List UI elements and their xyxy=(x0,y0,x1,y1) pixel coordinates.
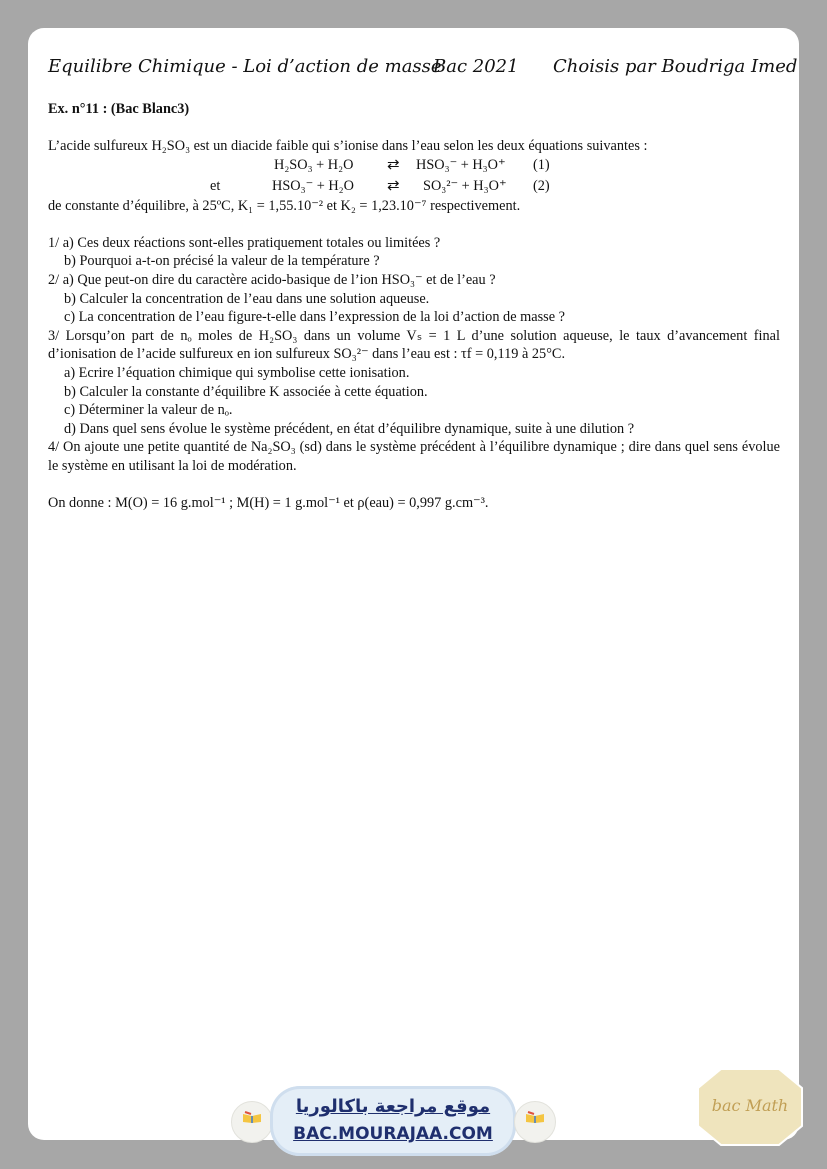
question-3: 3/ Lorsqu’on part de nₒ moles de H₂SO₃ dans un volume Vₛ = 1 L d’une solution aqueuse, le taux d’avancement final d’ionisation de l’acide sulfureux en ion sulfureux SO₃²⁻ dans l’eau est : τf = 0,119 à 25°C. xyxy=(48,327,780,363)
site-logo-left xyxy=(231,1101,273,1143)
question-3a: a) Ecrire l’équation chimique qui symbolise cette ionisation. xyxy=(64,364,410,381)
site-logo-right xyxy=(514,1101,556,1143)
question-2b: b) Calculer la concentration de l’eau dans une solution aqueuse. xyxy=(64,290,430,307)
banner-url[interactable]: BAC.MOURAJAA.COM xyxy=(293,1124,493,1144)
eq2-lhs: HSO₃⁻ + H₂O xyxy=(272,178,354,195)
banner-arabic-text: موقع مراجعة باكالوريا xyxy=(295,1096,491,1117)
equation-2 xyxy=(48,176,780,197)
exercise-title: Ex. n°11 : (Bac Blanc3) xyxy=(48,101,190,117)
question-3d: d) Dans quel sens évolue le système précédent, en état d’équilibre dynamique, suite à une dilution ? xyxy=(64,420,635,437)
equation-1 xyxy=(48,155,780,176)
given-data: On donne : M(O) = 16 g.mol⁻¹ ; M(H) = 1 g.mol⁻¹ et ρ(eau) = 0,997 g.cm⁻³. xyxy=(48,494,489,511)
question-1a: 1/ a) Ces deux réactions sont-elles pratiquement totales ou limitées ? xyxy=(48,234,441,251)
question-2a: 2/ a) Que peut-on dire du caractère acido-basique de l’ion HSO₃⁻ et de l’eau ? xyxy=(48,271,496,288)
badge-text: bac Math xyxy=(711,1096,789,1115)
book-icon xyxy=(242,1111,262,1123)
eq1-lhs: H₂SO₃ + H₂O xyxy=(274,157,354,174)
question-4: 4/ On ajoute une petite quantité de Na₂SO₃ (sd) dans le système précédent à l’équilibre dynamique ; dire dans quel sens évolue le système en utilisant la loi de modération. xyxy=(48,439,780,474)
equilibrium-constants: de constante d’équilibre, à 25ºC, K₁ = 1,55.10⁻² et K₂ = 1,23.10⁻⁷ respectivement. xyxy=(48,198,521,215)
site-banner-link[interactable] xyxy=(270,1086,516,1156)
page-header xyxy=(48,56,798,86)
document-page xyxy=(28,28,799,1140)
question-3b: b) Calculer la constante d’équilibre K associée à cette équation. xyxy=(64,383,428,400)
eq1-rhs: HSO₃⁻ + H₃O⁺ xyxy=(416,157,506,174)
eq2-rhs: SO₃²⁻ + H₃O⁺ xyxy=(423,178,507,195)
eq2-arrow: ⇄ xyxy=(387,178,400,195)
header-year: Bac 2021 xyxy=(433,56,519,77)
header-title: Equilibre Chimique - Loi d’action de masse xyxy=(48,56,442,77)
question-2c: c) La concentration de l’eau figure-t-elle dans l’expression de la loi d’action de masse ? xyxy=(64,309,565,326)
exercise-intro: L’acide sulfureux H₂SO₃ est un diacide faible qui s’ionise dans l’eau selon les deux équations suivantes : xyxy=(48,137,648,154)
header-author: Choisis par Boudriga Imed xyxy=(553,56,798,77)
eq2-prefix: et xyxy=(210,178,221,195)
eq1-arrow: ⇄ xyxy=(387,157,400,174)
eq2-number: (2) xyxy=(533,178,550,195)
eq1-number: (1) xyxy=(533,157,550,174)
question-3c: c) Déterminer la valeur de nₒ. xyxy=(64,402,233,419)
bac-math-badge xyxy=(697,1068,803,1146)
question-1b: b) Pourquoi a-t-on précisé la valeur de la température ? xyxy=(64,253,380,270)
book-icon xyxy=(525,1111,545,1123)
exercise-content xyxy=(48,100,780,512)
